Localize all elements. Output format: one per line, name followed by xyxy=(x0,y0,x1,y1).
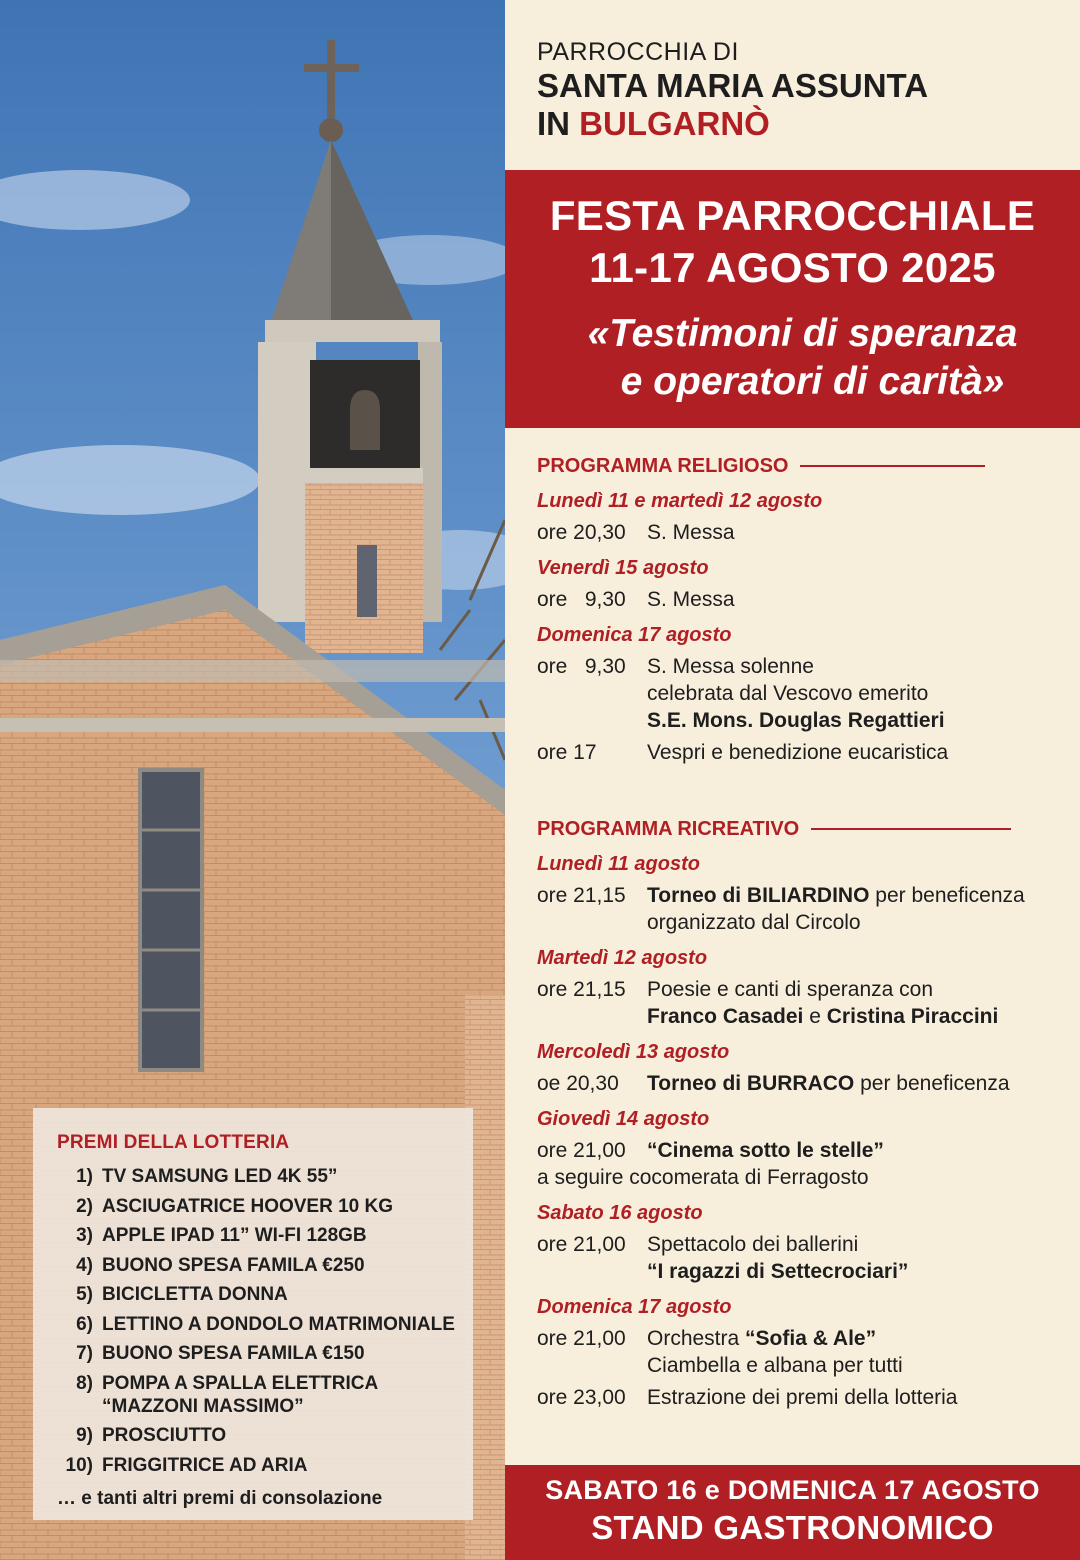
program-event xyxy=(537,1384,1025,1411)
event-time: ore 21,00 xyxy=(537,1327,626,1350)
motto-line-1: «Testimoni di speranza xyxy=(587,312,1018,355)
event-line xyxy=(647,586,985,613)
prize-text: FRIGGITRICE AD ARIA xyxy=(102,1454,308,1476)
event-line xyxy=(647,976,1025,1003)
prize-number: 4) xyxy=(76,1254,93,1276)
festival-banner xyxy=(505,170,1080,428)
event-description xyxy=(647,1325,1025,1379)
event-note: a seguire cocomerata di Ferragosto xyxy=(537,1166,869,1189)
event-line xyxy=(647,653,985,680)
program-event xyxy=(537,1137,1025,1164)
lottery-prize xyxy=(55,1454,473,1477)
prize-number: 3) xyxy=(76,1225,93,1246)
program-event xyxy=(537,739,985,766)
event-line xyxy=(647,519,985,546)
program-event xyxy=(537,1231,1025,1285)
event-description xyxy=(647,586,985,613)
section-rule xyxy=(811,828,1011,830)
event-highlight: “I ragazzi di Settecrociari” xyxy=(647,1260,909,1283)
event-time: oe 20,30 xyxy=(537,1072,619,1095)
festival-title: FESTA PARROCCHIALE xyxy=(549,192,1036,239)
event-time: ore 9,30 xyxy=(537,655,626,678)
event-line xyxy=(647,707,985,734)
program-event xyxy=(537,1325,1025,1379)
prize-text: LETTINO A DONDOLO MATRIMONIALE xyxy=(102,1313,455,1335)
program-day-label: Lunedì 11 agosto xyxy=(537,853,700,875)
event-time: ore 21,15 xyxy=(537,978,626,1001)
event-highlight: Torneo di BURRACO xyxy=(647,1072,855,1095)
program-day-label: Venerdì 15 agosto xyxy=(537,557,709,579)
lottery-prize xyxy=(55,1372,473,1418)
recreational-program-title xyxy=(537,816,1025,842)
event-line xyxy=(647,1137,1025,1164)
event-highlight: Cristina Piraccini xyxy=(826,1005,999,1028)
prize-number: 9) xyxy=(76,1425,93,1446)
event-text: per beneficenza xyxy=(854,1072,1010,1095)
program-day-label: Sabato 16 agosto xyxy=(537,1202,703,1224)
religious-program-title xyxy=(537,453,985,479)
event-line xyxy=(647,680,985,707)
event-time: ore 9,30 xyxy=(537,588,626,611)
prize-text: ASCIUGATRICE HOOVER 10 KG xyxy=(102,1195,394,1217)
prize-text: APPLE IPAD 11” WI-FI 128GB xyxy=(102,1225,367,1246)
lottery-prize xyxy=(55,1224,473,1247)
lottery-prize xyxy=(55,1424,473,1447)
prize-text: POMPA A SPALLA ELETTRICA “MAZZONI MASSIMO” xyxy=(102,1372,379,1417)
program-event xyxy=(537,976,1025,1030)
lottery-footer: … e tanti altri premi di consolazione xyxy=(57,1488,383,1509)
event-text: S. Messa xyxy=(647,588,735,611)
prize-number: 6) xyxy=(76,1313,93,1335)
event-time: ore 21,15 xyxy=(537,884,626,907)
event-time: ore 21,00 xyxy=(537,1233,626,1256)
program-event xyxy=(537,653,985,734)
event-text: celebrata dal Vescovo emerito xyxy=(647,682,929,705)
prize-text: BUONO SPESA FAMILA €150 xyxy=(102,1343,365,1364)
event-text: organizzato dal Circolo xyxy=(647,911,861,934)
program-day-label: Lunedì 11 e martedì 12 agosto xyxy=(537,490,823,512)
parish-label: PARROCCHIA DI xyxy=(537,38,739,66)
lottery-prize xyxy=(55,1313,473,1336)
program-day-label: Mercoledì 13 agosto xyxy=(537,1041,730,1063)
parish-location xyxy=(537,105,928,143)
event-description xyxy=(647,1070,1025,1097)
parish-name: SANTA MARIA ASSUNTA xyxy=(537,67,929,104)
lottery-prize xyxy=(55,1195,473,1218)
prize-number: 7) xyxy=(76,1343,93,1364)
program-event xyxy=(537,882,1025,936)
lottery-prize xyxy=(55,1283,473,1306)
event-text: Spettacolo dei ballerini xyxy=(647,1233,859,1256)
event-line xyxy=(647,1231,1025,1258)
event-line xyxy=(647,1070,1025,1097)
event-description xyxy=(647,976,1025,1030)
section-rule xyxy=(800,465,985,467)
lottery-panel xyxy=(33,1108,473,1520)
religious-program xyxy=(537,453,985,766)
festival-dates: 11-17 AGOSTO 2025 xyxy=(589,244,996,291)
event-description xyxy=(647,653,985,734)
event-line xyxy=(647,1384,1025,1411)
parish-header xyxy=(537,37,928,143)
program-day-label: Martedì 12 agosto xyxy=(537,947,708,969)
event-highlight: Torneo di BILIARDINO xyxy=(647,884,870,907)
event-text: Orchestra xyxy=(647,1327,746,1350)
prize-text: TV SAMSUNG LED 4K 55” xyxy=(102,1166,338,1187)
prize-number: 1) xyxy=(76,1166,93,1187)
program-event xyxy=(537,586,985,613)
event-line xyxy=(647,1258,1025,1285)
program-day-label: Giovedì 14 agosto xyxy=(537,1108,710,1130)
lottery-prize xyxy=(55,1342,473,1365)
event-text: Ciambella e albana per tutti xyxy=(647,1354,903,1377)
lottery-title: PREMI DELLA LOTTERIA xyxy=(57,1132,290,1153)
event-line xyxy=(647,739,985,766)
event-text: Estrazione dei premi della lotteria xyxy=(647,1386,958,1409)
food-stand-title: STAND GASTRONOMICO xyxy=(591,1509,994,1546)
religious-title-text: PROGRAMMA RELIGIOSO xyxy=(537,454,789,477)
event-highlight: S.E. Mons. Douglas Regattieri xyxy=(647,709,945,732)
event-description xyxy=(647,882,1025,936)
prize-number: 10) xyxy=(65,1454,93,1476)
event-line xyxy=(647,882,1025,909)
religious-days xyxy=(537,488,985,766)
parish-location-prefix: IN xyxy=(537,105,580,142)
event-description xyxy=(647,519,985,546)
lottery-prize-list xyxy=(55,1165,473,1483)
prize-text: PROSCIUTTO xyxy=(102,1425,227,1446)
event-text: S. Messa xyxy=(647,521,735,544)
prize-number: 5) xyxy=(76,1284,93,1305)
event-description xyxy=(647,1231,1025,1285)
event-time: ore 21,00 xyxy=(537,1139,626,1162)
event-line xyxy=(647,1325,1025,1352)
recreational-program xyxy=(537,816,1025,1411)
food-stand-banner xyxy=(505,1465,1080,1560)
event-highlight: “Cinema sotto le stelle” xyxy=(647,1139,884,1162)
event-line xyxy=(647,1003,1025,1030)
event-description xyxy=(647,739,985,766)
prize-number: 2) xyxy=(76,1195,93,1217)
event-highlight: “Sofia & Ale” xyxy=(745,1327,877,1350)
event-text: e xyxy=(803,1005,827,1028)
recreational-title-text: PROGRAMMA RICREATIVO xyxy=(537,817,800,840)
program-day-label: Domenica 17 agosto xyxy=(537,624,732,646)
program-event xyxy=(537,519,985,546)
event-description xyxy=(647,1137,1025,1164)
event-text: Poesie e canti di speranza con xyxy=(647,978,934,1001)
prize-text: BUONO SPESA FAMILA €250 xyxy=(102,1254,365,1276)
recreational-days xyxy=(537,851,1025,1411)
program-day-label: Domenica 17 agosto xyxy=(537,1296,732,1318)
lottery-prize xyxy=(55,1165,473,1188)
food-stand-dates: SABATO 16 e DOMENICA 17 AGOSTO xyxy=(545,1475,1040,1505)
event-highlight: Franco Casadei xyxy=(647,1005,804,1028)
event-line xyxy=(647,1352,1025,1379)
event-description xyxy=(647,1384,1025,1411)
lottery-prize xyxy=(55,1254,473,1277)
prize-text: BICICLETTA DONNA xyxy=(102,1284,288,1305)
prize-number: 8) xyxy=(76,1372,93,1394)
event-time: ore 17 xyxy=(537,741,597,764)
event-text: per beneficenza xyxy=(869,884,1025,907)
event-line xyxy=(647,909,1025,936)
motto-line-2: e operatori di carità» xyxy=(620,360,1005,403)
event-text: Vespri e benedizione eucaristica xyxy=(647,741,949,764)
event-time: ore 23,00 xyxy=(537,1386,626,1409)
event-text: S. Messa solenne xyxy=(647,655,814,678)
program-event xyxy=(537,1070,1025,1097)
event-time: ore 20,30 xyxy=(537,521,626,544)
parish-location-name: BULGARNÒ xyxy=(579,105,770,142)
festival-motto xyxy=(505,310,1080,406)
